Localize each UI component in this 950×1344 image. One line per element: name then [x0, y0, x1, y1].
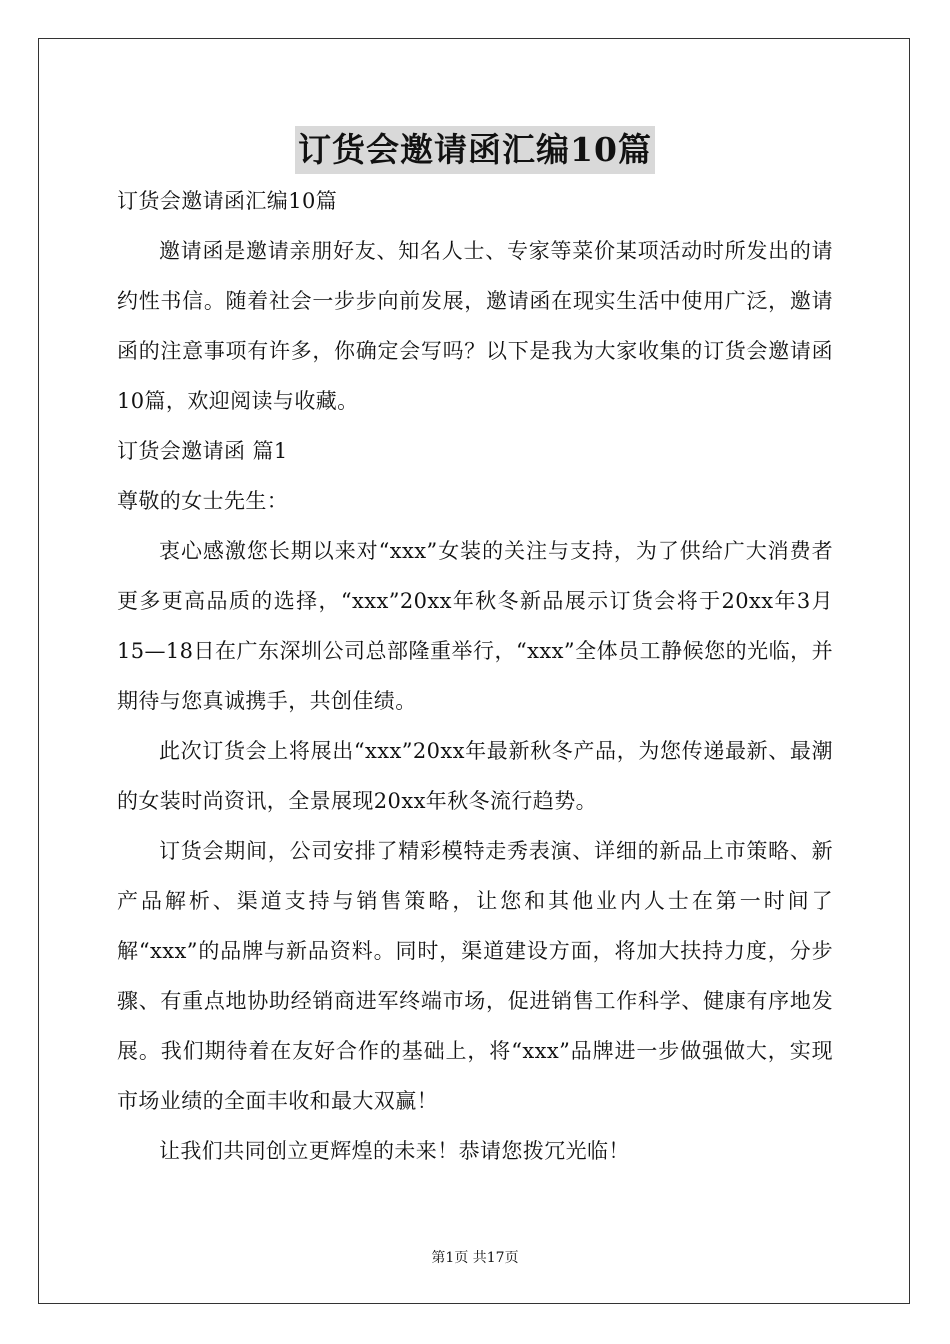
paragraph: 让我们共同创立更辉煌的未来！恭请您拨冗光临！ — [159, 1139, 630, 1163]
paragraph: 订货会期间，公司安排了精彩模特走秀表演、详细的新品上市策略、新产品解析、渠道支持与销售策略，让您和其他业内人士在第一时间了解“xxx”的品牌与新品资料。同时，渠道建设方面，将加大扶持力度，分步骤、有重点地协助经销商进军终端市场，促进销售工作科学、健康有序地发展。我们期待着在友好合作的基础上，将“xxx”品牌进一步做强做大，实现市场业绩的全面丰收和最大双赢！ — [117, 839, 833, 1113]
paragraph: 此次订货会上将展出“xxx”20xx年最新秋冬产品，为您传递最新、最潮的女装时尚资讯，全景展现20xx年秋冬流行趋势。 — [117, 739, 833, 813]
paragraph: 邀请函是邀请亲朋好友、知名人士、专家等菜价某项活动时所发出的请约性书信。随着社会一步步向前发展，邀请函在现实生活中使用广泛，邀请函的注意事项有许多，你确定会写吗？以下是我为大家收集的订货会邀请函10篇，欢迎阅读与收藏。 — [117, 239, 833, 413]
page-footer: 第1页 共17页 — [431, 1250, 519, 1266]
paragraph: 订货会邀请函 篇1 — [117, 439, 288, 463]
paragraph: 订货会邀请函汇编10篇 — [117, 189, 338, 213]
paragraph: 衷心感激您长期以来对“xxx”女装的关注与支持，为了供给广大消费者更多更高品质的选择，“xxx”20xx年秋冬新品展示订货会将于20xx年3月15—18日在广东深圳公司总部隆重举行，“xxx”全体员工静候您的光临，并期待与您真诚携手，共创佳绩。 — [117, 539, 833, 713]
document-body — [117, 176, 833, 1176]
document-title: 订货会邀请函汇编10篇 — [295, 126, 655, 174]
title-container — [0, 126, 950, 174]
paragraph: 尊敬的女士先生： — [117, 489, 289, 513]
